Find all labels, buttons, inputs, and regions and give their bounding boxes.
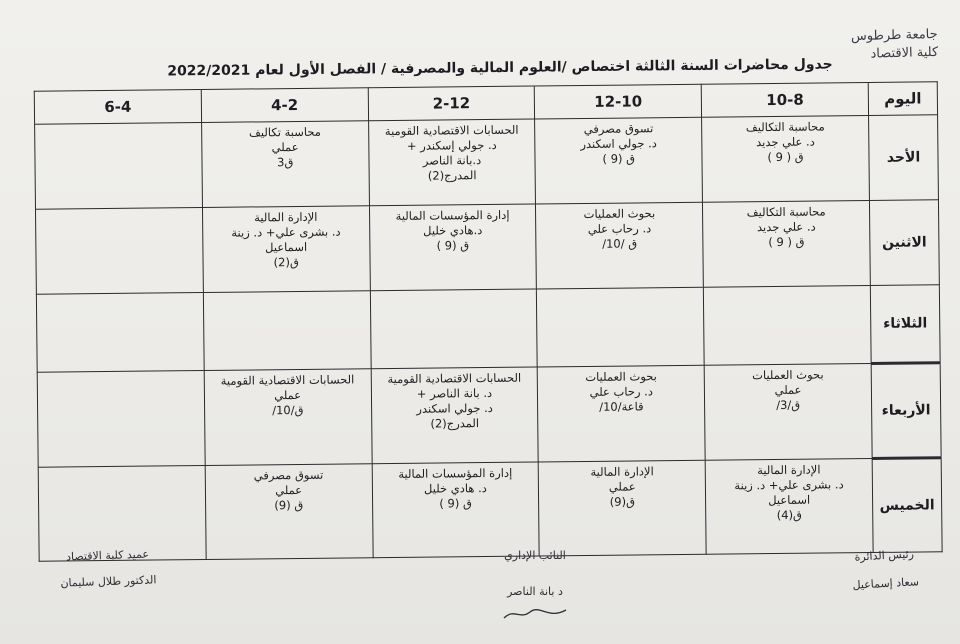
schedule-cell-12-2 bbox=[372, 462, 540, 558]
cell-detail: المدرج(2) bbox=[430, 416, 480, 431]
course-name: محاسبة التكاليف bbox=[745, 119, 825, 135]
cell-detail: ق (9 ) bbox=[439, 496, 472, 511]
course-name: الإدارة المالية bbox=[590, 464, 654, 479]
column-header-8-10: 10-8 bbox=[701, 83, 868, 118]
cell-detail: د. جولي اسكندر bbox=[416, 400, 493, 416]
cell-detail: د. بشرى علي+ د. زينة bbox=[231, 224, 341, 240]
day-label: الثلاثاء bbox=[870, 285, 940, 364]
footer-admin-deputy bbox=[470, 548, 600, 627]
cell-detail: ق(2) bbox=[273, 254, 299, 270]
schedule-cell-8-10 bbox=[704, 363, 872, 460]
footer-dean bbox=[37, 546, 178, 593]
signature-mark bbox=[500, 606, 570, 622]
day-label: الخميس bbox=[872, 458, 942, 553]
schedule-cell-4-6 bbox=[35, 122, 203, 209]
university-name: جامعة طرطوس bbox=[850, 26, 938, 45]
day-label: الأحد bbox=[869, 115, 939, 201]
schedule-table bbox=[34, 81, 943, 561]
schedule-cell-8-10 bbox=[705, 458, 873, 554]
schedule-cell-4-6 bbox=[35, 207, 203, 294]
faculty-name: كلية الاقتصاد bbox=[870, 44, 939, 62]
cell-detail: د. جولي إسكندر + bbox=[406, 137, 497, 153]
column-header-10-12: 12-10 bbox=[535, 84, 702, 119]
schedule-cell-10-12 bbox=[538, 365, 706, 462]
cell-detail: ق (9) bbox=[274, 497, 304, 513]
cell-detail: ق/10/ bbox=[272, 402, 304, 418]
column-header-2-4: 4-2 bbox=[201, 88, 368, 123]
cell-detail: د. جولي اسكندر bbox=[580, 136, 657, 152]
cell-detail: د. علي جديد bbox=[756, 219, 816, 235]
cell-detail: د. رحاب علي bbox=[587, 221, 652, 236]
schedule-cell-2-4 bbox=[204, 369, 372, 466]
schedule-cell-4-6 bbox=[37, 370, 205, 467]
cell-detail: د. بانة الناصر + bbox=[416, 385, 493, 401]
course-name: إدارة المؤسسات المالية bbox=[398, 465, 513, 481]
course-name: تسوق مصرفي bbox=[583, 121, 654, 136]
course-name: محاسبة التكاليف bbox=[746, 204, 826, 220]
course-name: إدارة المؤسسات المالية bbox=[395, 207, 510, 223]
course-name: الحسابات الاقتصادية القومية bbox=[220, 372, 355, 388]
page-title: جدول محاضرات السنة الثالثة اختصاص /العلوم المالية والمصرفية / الفصل الأول لعام 2022/2021 bbox=[167, 56, 833, 80]
schedule-cell-10-12 bbox=[539, 460, 707, 556]
course-name: بحوث العمليات bbox=[585, 369, 657, 384]
cell-detail: عملي bbox=[271, 139, 299, 155]
course-name: بحوث العمليات bbox=[752, 367, 824, 383]
course-name: الإدارة المالية bbox=[757, 462, 821, 478]
schedule-cell-2-4 bbox=[205, 464, 373, 560]
cell-detail: ق ( 9 ) bbox=[767, 149, 804, 165]
schedule-cell-12-2 bbox=[370, 289, 538, 369]
cell-detail: ق3 bbox=[277, 155, 294, 170]
cell-detail: د. بشرى علي+ د. زينة bbox=[734, 477, 844, 493]
department-head-name: سعاد إسماعيل bbox=[852, 575, 920, 592]
course-name: تسوق مصرفي bbox=[253, 467, 324, 483]
schedule-cell-2-4 bbox=[202, 206, 370, 293]
course-name: محاسبة تكاليف bbox=[248, 124, 321, 140]
schedule-cell-8-10 bbox=[703, 200, 871, 287]
schedule-table-wrapper bbox=[34, 81, 942, 524]
dean-title: عميد كلية الاقتصاد bbox=[65, 547, 150, 564]
cell-detail: ق(4) bbox=[776, 507, 803, 522]
schedule-cell-12-2 bbox=[369, 204, 537, 291]
schedule-cell-10-12 bbox=[537, 287, 705, 367]
schedule-cell-12-2 bbox=[368, 119, 536, 206]
cell-detail: د. رحاب علي bbox=[589, 384, 653, 399]
cell-detail: المدرج(2) bbox=[427, 168, 477, 183]
column-header-12-2: 2-12 bbox=[368, 86, 535, 121]
cell-detail: ق ( 9 ) bbox=[768, 234, 805, 250]
cell-detail: قاعة/10/ bbox=[599, 399, 644, 414]
cell-detail: ق (9 ) bbox=[602, 151, 636, 166]
cell-detail: د. علي جديد bbox=[755, 134, 815, 150]
cell-detail: د.بانة الناصر bbox=[422, 153, 482, 168]
cell-detail: د. هادي خليل bbox=[423, 481, 487, 496]
day-label: الاثنين bbox=[869, 200, 939, 286]
schedule-cell-2-4 bbox=[203, 291, 371, 371]
day-label: الأربعاء bbox=[871, 363, 941, 459]
table-row bbox=[35, 115, 939, 209]
admin-deputy-name: د بانة الناصر bbox=[507, 585, 563, 598]
schedule-cell-8-10 bbox=[702, 116, 870, 203]
cell-detail: ق(9) bbox=[609, 494, 636, 509]
cell-detail: ق/3/ bbox=[776, 397, 801, 412]
schedule-cell-10-12 bbox=[535, 117, 703, 204]
department-head-title: رئيس الدائرة bbox=[854, 547, 915, 564]
column-header-4-6: 6-4 bbox=[34, 89, 201, 124]
table-row bbox=[36, 285, 940, 372]
course-name: الحسابات الاقتصادية القومية bbox=[384, 122, 519, 139]
course-name: بحوث العمليات bbox=[583, 206, 656, 221]
cell-detail: د.هادي خليل bbox=[423, 223, 483, 238]
cell-detail: ق /10/ bbox=[602, 236, 638, 251]
column-header-day: اليوم bbox=[868, 82, 937, 116]
course-name: الحسابات الاقتصادية القومية bbox=[387, 370, 522, 387]
cell-detail: اسماعيل bbox=[265, 239, 308, 255]
admin-deputy-title: النائب الإداري bbox=[504, 549, 566, 562]
schedule-cell-4-6 bbox=[36, 292, 204, 372]
cell-detail: عملي bbox=[275, 482, 303, 498]
table-row bbox=[37, 363, 941, 467]
schedule-cell-2-4 bbox=[201, 121, 369, 208]
cell-detail: عملي bbox=[774, 382, 802, 398]
cell-detail: عملي bbox=[608, 479, 636, 494]
cell-detail: اسماعيل bbox=[768, 492, 811, 508]
schedule-cell-12-2 bbox=[371, 367, 539, 464]
cell-detail: عملي bbox=[274, 387, 302, 403]
footer-department-head bbox=[829, 545, 941, 595]
schedule-cell-10-12 bbox=[536, 202, 704, 289]
dean-name: الدكتور طلال سليمان bbox=[60, 573, 157, 590]
table-row bbox=[35, 200, 939, 294]
course-name: الإدارة المالية bbox=[254, 209, 318, 225]
cell-detail: ق (9 ) bbox=[436, 238, 470, 253]
schedule-cell-8-10 bbox=[704, 285, 872, 365]
